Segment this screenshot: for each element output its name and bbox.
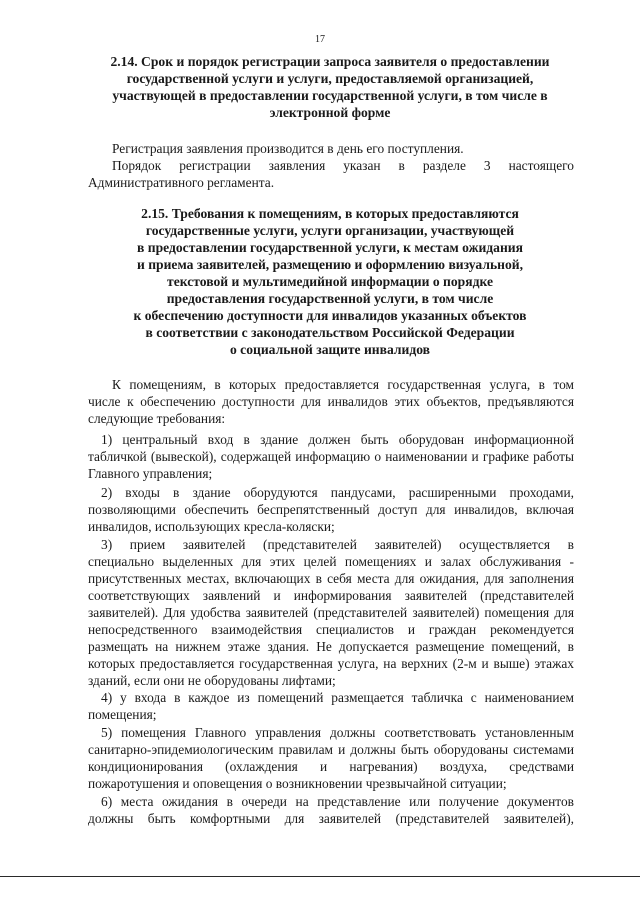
body-line: числе к обеспечению доступности для инвалидов этих объектов, предъявляются [88,394,574,409]
body-line: Главного управления; [88,466,213,481]
body-line: 6) места ожидания в очереди на представление или получение документов [101,794,574,809]
body-line: заявителей). Для удобства заявителей (представителей заявителей) помещения для [88,605,574,620]
heading-line: текстовой и мультимедийной информации о порядке [167,274,493,289]
body-line: Регистрация заявления производится в день его поступления. [112,141,464,156]
body-line: размещать на нижнем этаже здания. Не допускается размещение помещений, в [88,639,574,654]
heading-line: в предоставлении государственной услуги, к местам ожидания [137,240,523,255]
body-line: следующие требования: [88,411,226,426]
body-line: Административного регламента. [88,175,275,190]
body-line: 2) входы в здание оборудуются пандусами, расширенными проходами, [101,485,574,500]
body-line: табличкой (вывеской), содержащей информацию о наименовании и графике работы [88,449,574,464]
body-line: должны быть комфортными для заявителей (представителей заявителей), [88,811,574,826]
body-line: инвалидов, использующих кресла-коляски; [88,519,335,534]
body-line: соответствующих заявлений и информирования заявителей (представителей [88,588,574,603]
body-line: К помещениям, в которых предоставляется государственная услуга, в том [112,377,574,392]
body-line: присутственных местах, включающих в себя места для ожидания, для заполнения [88,571,574,586]
section-2-15-heading [80,205,580,358]
heading-line: в соответствии с законодательством Российской Федерации [145,325,515,340]
heading-line: о социальной защите инвалидов [229,342,431,357]
section-2-14-heading [80,53,580,121]
body-line: помещения; [88,707,157,722]
body-line: 5) помещения Главного управления должны соответствовать установленным [101,725,574,740]
body-line: специально выделенных для этих целей помещениях и залах обслуживания - [88,554,574,569]
body-line: пожаротушения и оповещения о возникновении чрезвычайной ситуации; [88,776,507,791]
heading-line: государственные услуги, услуги организации, участвующей [145,223,515,238]
page-bottom-rule [0,876,640,877]
heading-line: государственной услуги и услуги, предоставляемой организацией, [126,71,534,86]
body-line: кондиционирования (охлаждения и нагревания) воздуха, средствами [88,759,574,774]
heading-line: участвующей в предоставлении государственной услуги, в том числе в [112,88,548,103]
body-line: зданий, если они не оборудованы лифтами; [88,673,336,688]
body-line: 4) у входа в каждое из помещений размещается табличка с наименованием [101,690,574,705]
body-line: Порядок регистрации заявления указан в разделе 3 настоящего [112,158,574,173]
heading-line: к обеспечению доступности для инвалидов указанных объектов [133,308,527,323]
body-line: которых предоставляется государственная услуга, на верхних (2-м и выше) этажах [88,656,574,671]
body-line: непосредственного взаимодействия специалистов и граждан рекомендуется [88,622,574,637]
body-line: позволяющими обеспечить беспрепятственный доступ для инвалидов, включая [88,502,574,517]
heading-line: и приема заявителей, размещению и оформлению визуальной, [136,257,524,272]
heading-line: предоставления государственной услуги, в том числе [166,291,494,306]
heading-line: электронной форме [269,105,391,120]
heading-line: 2.14. Срок и порядок регистрации запроса заявителя о предоставлении [110,54,550,69]
body-line: 3) прием заявителей (представителей заявителей) осуществляется в [101,537,574,552]
body-line: санитарно-эпидемиологическим правилам и должны быть оборудованы системами [88,742,574,757]
body-line: 1) центральный вход в здание должен быть оборудован информационной [101,432,574,447]
heading-line: 2.15. Требования к помещениям, в которых предоставляются [141,206,519,221]
page-number: 17 [315,34,325,45]
